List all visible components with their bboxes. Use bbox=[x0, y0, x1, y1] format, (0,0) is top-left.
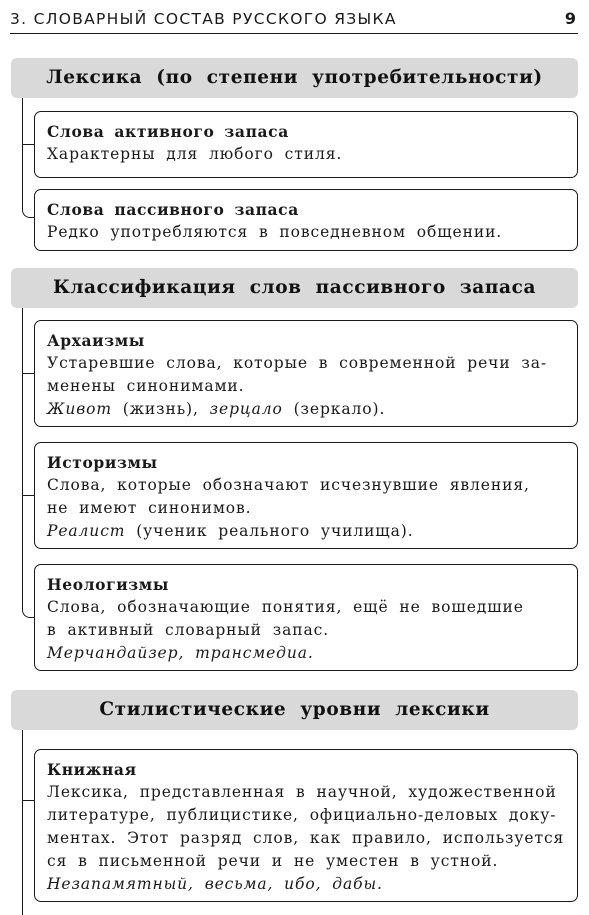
historisms-box bbox=[34, 442, 578, 549]
section-header-lexicon-usage: Лексика (по степени употребительности) bbox=[11, 58, 578, 98]
box-title: Слова пассивного запаса bbox=[47, 200, 299, 219]
example-line bbox=[47, 642, 565, 665]
box-title: Слова активного запаса bbox=[47, 122, 289, 141]
archaisms-box bbox=[34, 320, 578, 427]
tree-branch bbox=[22, 373, 34, 374]
box-text: Лексика, представленная в научной, художественной bbox=[47, 783, 557, 801]
box-text: Редко употребляются в повседневном общении. bbox=[47, 223, 503, 241]
example-word: Мерчандайзер, трансмедиа. bbox=[47, 644, 314, 662]
active-vocabulary-box bbox=[34, 111, 578, 178]
chapter-title: 3. СЛОВАРНЫЙ СОСТАВ РУССКОГО ЯЗЫКА bbox=[10, 10, 397, 28]
tree-branch bbox=[22, 495, 34, 496]
box-title: Историзмы bbox=[47, 453, 158, 472]
box-title: Книжная bbox=[47, 760, 137, 779]
example-gloss: (зеркало). bbox=[282, 400, 386, 418]
example-line bbox=[47, 873, 565, 896]
tree-branch bbox=[22, 144, 34, 145]
box-text: Слова, обозначающие понятия, ещё не вошедшие bbox=[47, 598, 524, 616]
tree-branch bbox=[22, 208, 34, 218]
tree-branch bbox=[22, 800, 34, 801]
box-title: Неологизмы bbox=[47, 575, 170, 594]
example-word: Незапамятный, весьма, ибо, дабы. bbox=[47, 875, 383, 893]
passive-vocabulary-box bbox=[34, 189, 578, 251]
page-header bbox=[10, 6, 578, 34]
example-word: зерцало bbox=[209, 400, 283, 418]
box-text: ся в письменной речи и не уместен в устной. bbox=[47, 852, 499, 870]
tree-connector bbox=[22, 730, 23, 915]
example-word: Живот bbox=[47, 400, 112, 418]
page-number: 9 bbox=[564, 9, 576, 28]
box-text: ментах. Этот разряд слов, как правило, используется bbox=[47, 829, 565, 847]
tree-connector bbox=[22, 308, 23, 608]
example-word: Реалист bbox=[47, 522, 126, 540]
section-header-passive-classification: Классификация слов пассивного запаса bbox=[11, 268, 578, 308]
example-gloss: (ученик реального училища). bbox=[125, 522, 414, 540]
example-line bbox=[47, 520, 565, 543]
box-text: Характерны для любого стиля. bbox=[47, 145, 343, 163]
example-line bbox=[47, 398, 565, 421]
box-text: менены синонимами. bbox=[47, 377, 245, 395]
box-text: не имеют синонимов. bbox=[47, 499, 252, 517]
bookish-box bbox=[34, 749, 578, 902]
box-text: Слова, которые обозначают исчезнувшие явления, bbox=[47, 476, 530, 494]
box-text: Устаревшие слова, которые в современной речи за- bbox=[47, 354, 548, 372]
box-text: литературе, публицистике, официально-деловых доку- bbox=[47, 806, 557, 824]
box-title: Архаизмы bbox=[47, 331, 145, 350]
example-gloss: (жизнь), bbox=[111, 400, 210, 418]
box-text: в активный словарный запас. bbox=[47, 621, 329, 639]
neologisms-box bbox=[34, 564, 578, 671]
section-header-stylistic-levels: Стилистические уровни лексики bbox=[11, 690, 578, 730]
tree-connector bbox=[22, 98, 23, 208]
tree-branch bbox=[22, 608, 34, 618]
